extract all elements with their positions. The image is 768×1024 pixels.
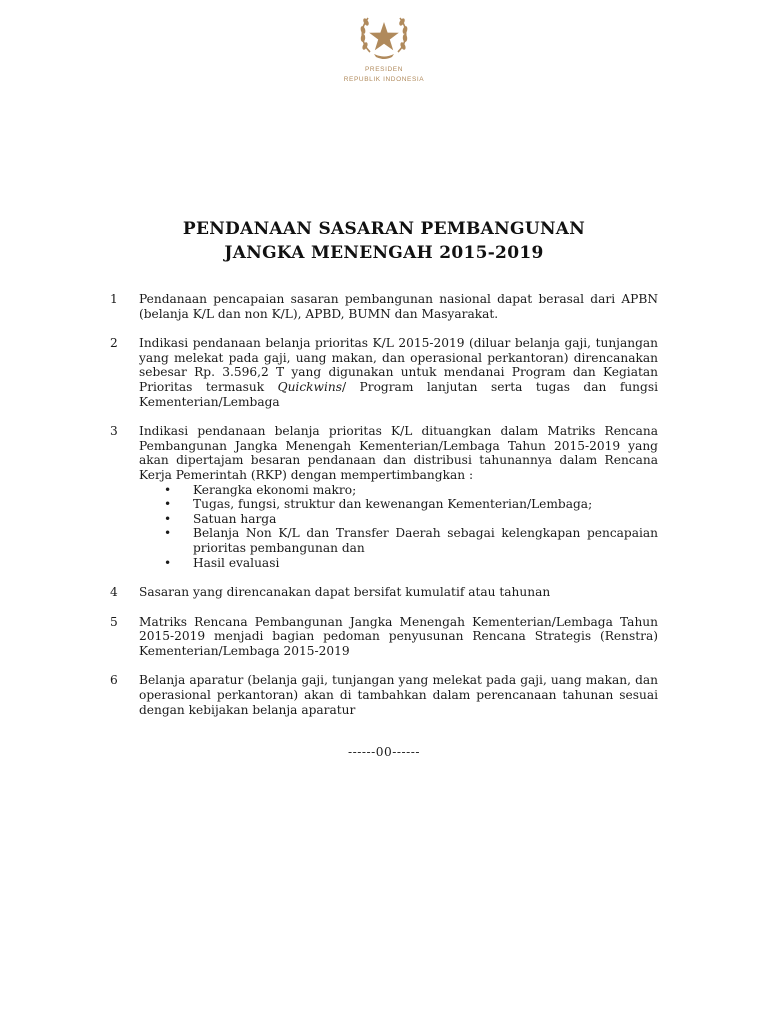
bullet-icon: • xyxy=(164,482,172,497)
bullet-text: Satuan harga xyxy=(193,511,277,526)
numbered-list xyxy=(110,292,658,732)
emblem-caption-line2: REPUBLIK INDONESIA xyxy=(343,76,425,83)
bullet-icon: • xyxy=(164,555,172,570)
emblem-caption-line1: PRESIDEN xyxy=(364,66,404,73)
item-text: Sasaran yang direncanakan dapat bersifat kumulatif atau tahunan xyxy=(139,585,551,600)
bullet-item xyxy=(139,526,658,555)
page-title xyxy=(0,217,768,265)
presidential-emblem xyxy=(336,6,432,96)
item-number: 2 xyxy=(110,336,118,351)
list-item xyxy=(110,673,658,717)
bullet-item xyxy=(139,497,658,512)
item-text-emphasis: Quickwins xyxy=(277,379,342,394)
bullet-text: Tugas, fungsi, struktur dan kewenangan Kementerian/Lembaga; xyxy=(193,497,593,512)
bullet-icon: • xyxy=(164,497,172,512)
item-text: Matriks Rencana Pembangunan Jangka Menengah Kementerian/Lembaga Tahun 2015-2019 menjadi bagian pedoman penyusunan Rencana Strategis (Renstra) Kementerian/Lembaga 2015-2019 xyxy=(139,614,658,658)
list-item xyxy=(110,424,658,570)
item-number: 6 xyxy=(110,673,118,688)
list-item xyxy=(110,585,658,600)
title-line-2: JANGKA MENENGAH 2015-2019 xyxy=(224,243,544,263)
bullet-icon: • xyxy=(164,526,172,541)
list-item xyxy=(110,615,658,659)
bullet-item xyxy=(139,556,658,571)
bullet-list xyxy=(139,483,658,571)
bullet-item xyxy=(139,512,658,527)
bullet-item xyxy=(139,483,658,498)
bullet-text: Belanja Non K/L dan Transfer Daerah sebagai kelengkapan pencapaian prioritas pembangunan dan xyxy=(193,526,658,555)
list-item xyxy=(110,292,658,321)
item-number: 4 xyxy=(110,585,118,600)
garuda-star-emblem-icon xyxy=(354,6,414,64)
item-number: 1 xyxy=(110,292,118,306)
bullet-icon: • xyxy=(164,511,172,526)
item-text-part: Indikasi pendanaan belanja prioritas K/L 2015-2019 (diluar belanja gaji, tunjangan yang melekat pada gaji, uang makan, dan operasional perkantoran) direncanakan sebesar Rp. 3.596,2 T yang digunakan untuk mendanai Program dan Kegiatan Prioritas termasuk xyxy=(139,336,658,394)
title-line-1: PENDANAAN SASARAN PEMBANGUNAN xyxy=(182,219,586,239)
item-text xyxy=(139,336,658,409)
item-text: Belanja aparatur (belanja gaji, tunjangan yang melekat pada gaji, uang makan, dan operasional perkantoran) akan di tambahkan dalam perencanaan tahunan sesuai dengan kebijakan belanja aparatur xyxy=(139,673,658,717)
bullet-text: Kerangka ekonomi makro; xyxy=(193,482,357,497)
bullet-text: Hasil evaluasi xyxy=(193,555,280,570)
item-number: 3 xyxy=(110,424,118,439)
list-item xyxy=(110,336,658,409)
item-text-part: / Program lanjutan serta tugas dan fungsi Kementerian/Lembaga xyxy=(139,379,658,409)
closing-mark: ------00------ xyxy=(348,745,420,759)
item-number: 5 xyxy=(110,614,118,629)
item-text: Pendanaan pencapaian sasaran pembangunan nasional dapat berasal dari APBN (belanja K/L dan non K/L), APBD, BUMN dan Masyarakat. xyxy=(139,292,658,321)
item-text: Indikasi pendanaan belanja prioritas K/L dituangkan dalam Matriks Rencana Pembangunan Jangka Menengah Kementerian/Lembaga Tahun 2015-2019 yang akan dipertajam besaran pendanaan dan distribusi tahunannya dalam Rencana Kerja Pemerintah (RKP) dengan mempertimbangkan : xyxy=(139,424,658,482)
item-body xyxy=(139,424,658,570)
